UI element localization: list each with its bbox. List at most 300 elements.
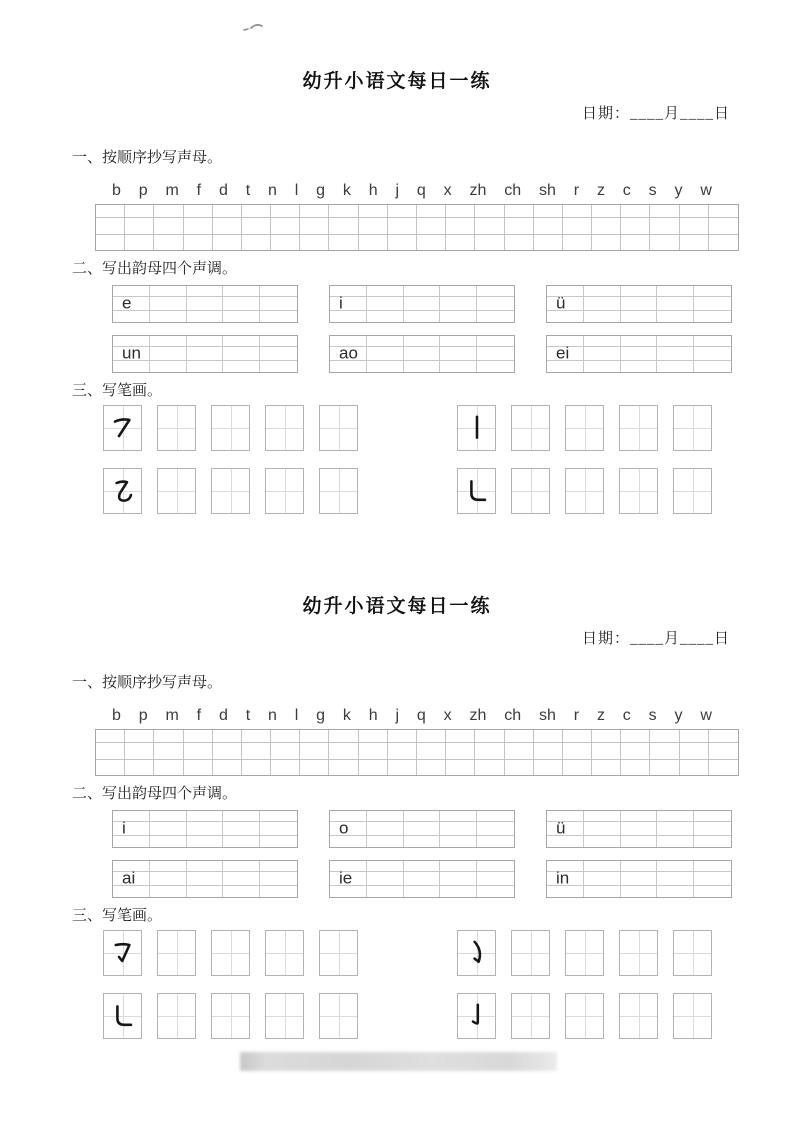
stroke-row [103, 468, 794, 514]
grid-cell [621, 311, 658, 322]
grid-cell [475, 235, 504, 250]
grid-cell [440, 311, 477, 322]
grid-cell [694, 861, 731, 872]
grid-cell [404, 336, 441, 347]
blurred-watermark [240, 1052, 557, 1071]
grid-cell [584, 336, 621, 347]
initial-letter: l [294, 707, 299, 724]
grid-cell [96, 760, 125, 775]
grid-cell [650, 235, 679, 250]
grid-cell [584, 297, 621, 311]
stroke-box-group [103, 405, 358, 451]
grid-cell [440, 886, 477, 897]
grid-cell [187, 311, 224, 322]
section-initials-heading: 一、按顺序抄写声母。 [72, 150, 223, 166]
tian-grid-box [565, 468, 604, 514]
initial-letter: l [294, 182, 299, 199]
tian-grid-box [673, 993, 712, 1039]
grid-cell [271, 218, 300, 235]
grid-cell [96, 205, 125, 218]
grid-cell [359, 760, 388, 775]
grid-cell [477, 861, 514, 872]
final-tone-grid [112, 810, 298, 848]
final-letter: ei [556, 343, 570, 363]
tian-grid-box [157, 930, 196, 976]
tian-grid-box [319, 468, 358, 514]
final-tone-grid [329, 810, 515, 848]
stroke-shu-wan-glyph [461, 472, 493, 510]
tian-grid-box [565, 993, 604, 1039]
grid-cell [154, 218, 183, 235]
initial-letter: t [245, 707, 251, 724]
grid-cell [563, 743, 592, 760]
initial-letter: f [196, 182, 202, 199]
initial-letter: m [165, 182, 179, 199]
tian-grid-box [103, 930, 142, 976]
grid-cell [359, 743, 388, 760]
grid-cell [367, 297, 404, 311]
section-initials-heading: 一、按顺序抄写声母。 [72, 675, 223, 691]
tian-grid-box [619, 468, 658, 514]
grid-cell [657, 811, 694, 822]
grid-cell [534, 235, 563, 250]
grid-cell [187, 822, 224, 836]
grid-cell [330, 286, 367, 297]
grid-cell [223, 861, 260, 872]
tian-grid-box [511, 993, 550, 1039]
final-tone-grid [546, 335, 732, 373]
grid-cell [446, 218, 475, 235]
grid-cell [477, 886, 514, 897]
grid-cell [621, 361, 658, 372]
grid-cell [477, 297, 514, 311]
grid-cell [300, 743, 329, 760]
grid-cell [417, 235, 446, 250]
initial-letter: b [112, 707, 121, 724]
grid-cell [709, 760, 738, 775]
grid-cell [223, 361, 260, 372]
grid-cell [404, 872, 441, 886]
grid-cell [505, 743, 534, 760]
grid-cell [125, 205, 154, 218]
grid-cell [367, 311, 404, 322]
grid-cell [694, 822, 731, 836]
final-tone-grid [112, 860, 298, 898]
grid-cell [440, 822, 477, 836]
final-letter: ao [339, 343, 358, 363]
initial-letter: m [165, 707, 179, 724]
grid-cell [187, 861, 224, 872]
grid-cell [404, 311, 441, 322]
grid-cell [359, 730, 388, 743]
grid-cell [621, 218, 650, 235]
grid-cell [657, 347, 694, 361]
tian-grid-box [619, 930, 658, 976]
grid-cell [440, 811, 477, 822]
grid-cell [223, 297, 260, 311]
final-letter: ü [556, 818, 566, 838]
tian-grid-box [511, 468, 550, 514]
grid-cell [477, 361, 514, 372]
grid-cell [417, 218, 446, 235]
date-line: 日期：____月____日 [581, 631, 730, 647]
grid-cell [563, 218, 592, 235]
initial-letter: n [268, 707, 277, 724]
grid-cell [477, 311, 514, 322]
grid-cell [330, 297, 367, 311]
grid-cell [621, 743, 650, 760]
tian-grid-box [211, 930, 250, 976]
grid-cell [657, 836, 694, 847]
grid-cell [260, 872, 297, 886]
grid-cell [621, 205, 650, 218]
grid-cell [150, 336, 187, 347]
grid-cell [477, 822, 514, 836]
stroke-box-group [103, 993, 358, 1039]
grid-cell [621, 872, 658, 886]
grid-cell [584, 811, 621, 822]
grid-cell [150, 822, 187, 836]
grid-cell [505, 205, 534, 218]
grid-cell [367, 336, 404, 347]
initial-letter: zh [469, 707, 487, 724]
section-finals-heading: 二、写出韵母四个声调。 [72, 786, 238, 802]
grid-cell [709, 235, 738, 250]
initial-letter: w [700, 182, 712, 199]
stroke-shu-gou-glyph [461, 997, 493, 1035]
grid-cell [680, 235, 709, 250]
grid-cell [154, 205, 183, 218]
grid-cell [223, 336, 260, 347]
initial-letter: c [622, 182, 631, 199]
grid-cell [184, 730, 213, 743]
worksheet-title: 幼升小语文每日一练 [302, 71, 492, 92]
grid-cell [404, 836, 441, 847]
grid-cell [650, 743, 679, 760]
grid-cell [271, 760, 300, 775]
grid-cell [592, 730, 621, 743]
grid-cell [150, 811, 187, 822]
grid-cell [534, 743, 563, 760]
grid-cell [680, 205, 709, 218]
grid-cell [242, 743, 271, 760]
grid-cell [440, 361, 477, 372]
grid-cell [680, 760, 709, 775]
grid-cell [404, 886, 441, 897]
grid-cell [650, 760, 679, 775]
tian-grid-box [157, 468, 196, 514]
initials-writing-grid [95, 729, 739, 776]
tian-grid-box [319, 930, 358, 976]
grid-cell [329, 743, 358, 760]
tian-grid-box [673, 468, 712, 514]
grid-cell [475, 205, 504, 218]
final-letter: i [122, 818, 126, 838]
grid-cell [621, 347, 658, 361]
grid-cell [650, 730, 679, 743]
stroke-row [103, 405, 794, 451]
initial-letter: w [700, 707, 712, 724]
grid-cell [584, 347, 621, 361]
grid-cell [534, 205, 563, 218]
grid-cell [475, 743, 504, 760]
final-letter: ie [339, 868, 353, 888]
grid-cell [592, 218, 621, 235]
worksheet-1 [0, 0, 794, 514]
initial-letter: b [112, 182, 121, 199]
grid-cell [113, 822, 150, 836]
grid-cell [388, 730, 417, 743]
worksheet-2 [0, 514, 794, 1039]
initial-letter: y [674, 707, 683, 724]
grid-cell [563, 235, 592, 250]
grid-cell [150, 347, 187, 361]
grid-cell [477, 347, 514, 361]
initial-letter: k [342, 707, 351, 724]
grid-cell [563, 730, 592, 743]
grid-cell [125, 760, 154, 775]
stroke-box-group [457, 405, 712, 451]
grid-cell [187, 811, 224, 822]
grid-cell [359, 205, 388, 218]
final-letter: i [339, 293, 343, 313]
grid-cell [271, 235, 300, 250]
finals-grids [112, 810, 732, 898]
grid-cell [187, 872, 224, 886]
stroke-box-group [103, 930, 358, 976]
grid-cell [404, 297, 441, 311]
tian-grid-box [457, 993, 496, 1039]
grid-cell [260, 361, 297, 372]
initial-letter: z [596, 182, 605, 199]
initial-letter: zh [469, 182, 487, 199]
tian-grid-box [673, 930, 712, 976]
final-letter: in [556, 868, 570, 888]
grid-cell [367, 286, 404, 297]
initial-letter: g [316, 182, 326, 199]
grid-cell [367, 361, 404, 372]
initial-letter: q [416, 707, 426, 724]
grid-cell [367, 347, 404, 361]
worksheet-title: 幼升小语文每日一练 [302, 596, 492, 617]
grid-cell [213, 218, 242, 235]
grid-cell [367, 811, 404, 822]
final-tone-grid [546, 860, 732, 898]
grid-cell [329, 205, 358, 218]
grid-cell [184, 205, 213, 218]
grid-cell [621, 286, 658, 297]
grid-cell [584, 311, 621, 322]
grid-cell [150, 297, 187, 311]
grid-cell [694, 347, 731, 361]
initial-letter: x [443, 707, 452, 724]
grid-cell [404, 286, 441, 297]
initial-letter: sh [539, 182, 556, 199]
initial-letter: g [316, 707, 326, 724]
grid-cell [592, 205, 621, 218]
initial-letter: s [648, 182, 657, 199]
section-finals-heading: 二、写出韵母四个声调。 [72, 261, 238, 277]
initial-letter: j [395, 182, 400, 199]
grid-cell [680, 218, 709, 235]
initial-letter: r [573, 707, 580, 724]
grid-cell [694, 361, 731, 372]
grid-cell [621, 336, 658, 347]
grid-cell [329, 218, 358, 235]
initial-letter: x [443, 182, 452, 199]
grid-cell [329, 760, 358, 775]
initial-letter: c [622, 707, 631, 724]
grid-cell [657, 822, 694, 836]
grid-cell [475, 730, 504, 743]
grid-cell [154, 743, 183, 760]
stroke-row [103, 993, 794, 1039]
tian-grid-box [211, 468, 250, 514]
grid-cell [657, 286, 694, 297]
grid-cell [477, 836, 514, 847]
stroke-shu-wan-glyph [107, 997, 139, 1035]
grid-cell [271, 730, 300, 743]
grid-cell [417, 205, 446, 218]
initial-letter: d [218, 182, 228, 199]
tian-grid-box [565, 930, 604, 976]
grid-cell [367, 886, 404, 897]
grid-cell [650, 218, 679, 235]
grid-cell [223, 347, 260, 361]
initial-letter: f [196, 707, 202, 724]
grid-cell [680, 743, 709, 760]
grid-cell [223, 811, 260, 822]
grid-cell [621, 760, 650, 775]
grid-cell [477, 872, 514, 886]
grid-cell [213, 760, 242, 775]
grid-cell [680, 730, 709, 743]
grid-cell [475, 218, 504, 235]
grid-cell [150, 311, 187, 322]
grid-cell [477, 811, 514, 822]
grid-cell [223, 822, 260, 836]
grid-cell [446, 205, 475, 218]
grid-cell [187, 336, 224, 347]
final-tone-grid [329, 335, 515, 373]
final-letter: ai [122, 868, 136, 888]
tian-grid-box [457, 930, 496, 976]
stroke-box-group [457, 468, 712, 514]
grid-cell [440, 861, 477, 872]
grid-cell [213, 235, 242, 250]
tian-grid-box [103, 405, 142, 451]
grid-cell [187, 286, 224, 297]
initial-letter: h [368, 182, 378, 199]
tian-grid-box [157, 405, 196, 451]
grid-cell [187, 836, 224, 847]
grid-cell [359, 235, 388, 250]
grid-cell [223, 836, 260, 847]
grid-cell [417, 730, 446, 743]
grid-cell [260, 311, 297, 322]
grid-cell [657, 886, 694, 897]
grid-cell [505, 235, 534, 250]
initial-letter: z [596, 707, 605, 724]
grid-cell [657, 861, 694, 872]
grid-cell [404, 861, 441, 872]
initials-row [112, 181, 712, 201]
grid-cell [388, 205, 417, 218]
grid-cell [584, 886, 621, 897]
tian-grid-box [265, 468, 304, 514]
grid-cell [184, 743, 213, 760]
grid-cell [446, 743, 475, 760]
tian-grid-box [511, 405, 550, 451]
final-tone-grid [329, 285, 515, 323]
grid-cell [417, 760, 446, 775]
grid-cell [154, 235, 183, 250]
grid-cell [534, 760, 563, 775]
tian-grid-box [619, 405, 658, 451]
grid-cell [223, 286, 260, 297]
final-letter: ü [556, 293, 566, 313]
grid-cell [300, 760, 329, 775]
grid-cell [505, 730, 534, 743]
grid-cell [694, 286, 731, 297]
grid-cell [621, 235, 650, 250]
tian-grid-box [619, 993, 658, 1039]
grid-cell [150, 886, 187, 897]
grid-cell [592, 235, 621, 250]
grid-cell [96, 743, 125, 760]
grid-cell [694, 886, 731, 897]
tian-grid-box [265, 930, 304, 976]
grid-cell [260, 286, 297, 297]
tian-grid-box [265, 993, 304, 1039]
grid-cell [621, 822, 658, 836]
grid-cell [709, 205, 738, 218]
grid-cell [330, 311, 367, 322]
tian-grid-box [265, 405, 304, 451]
grid-cell [242, 730, 271, 743]
grid-cell [440, 836, 477, 847]
grid-cell [621, 811, 658, 822]
tian-grid-box [673, 405, 712, 451]
grid-cell [584, 836, 621, 847]
grid-cell [584, 286, 621, 297]
grid-cell [223, 872, 260, 886]
grid-cell [125, 743, 154, 760]
grid-cell [694, 811, 731, 822]
tian-grid-box [457, 468, 496, 514]
grid-cell [154, 760, 183, 775]
grid-cell [242, 205, 271, 218]
initial-letter: q [416, 182, 426, 199]
grid-cell [260, 347, 297, 361]
grid-cell [657, 311, 694, 322]
grid-cell [584, 861, 621, 872]
grid-cell [260, 836, 297, 847]
grid-cell [584, 361, 621, 372]
grid-cell [271, 205, 300, 218]
grid-cell [359, 218, 388, 235]
grid-cell [388, 743, 417, 760]
grid-cell [300, 730, 329, 743]
grid-cell [404, 822, 441, 836]
grid-cell [242, 760, 271, 775]
grid-cell [621, 836, 658, 847]
initial-letter: k [342, 182, 351, 199]
grid-cell [592, 743, 621, 760]
grid-cell [154, 730, 183, 743]
grid-cell [709, 730, 738, 743]
grid-cell [260, 861, 297, 872]
